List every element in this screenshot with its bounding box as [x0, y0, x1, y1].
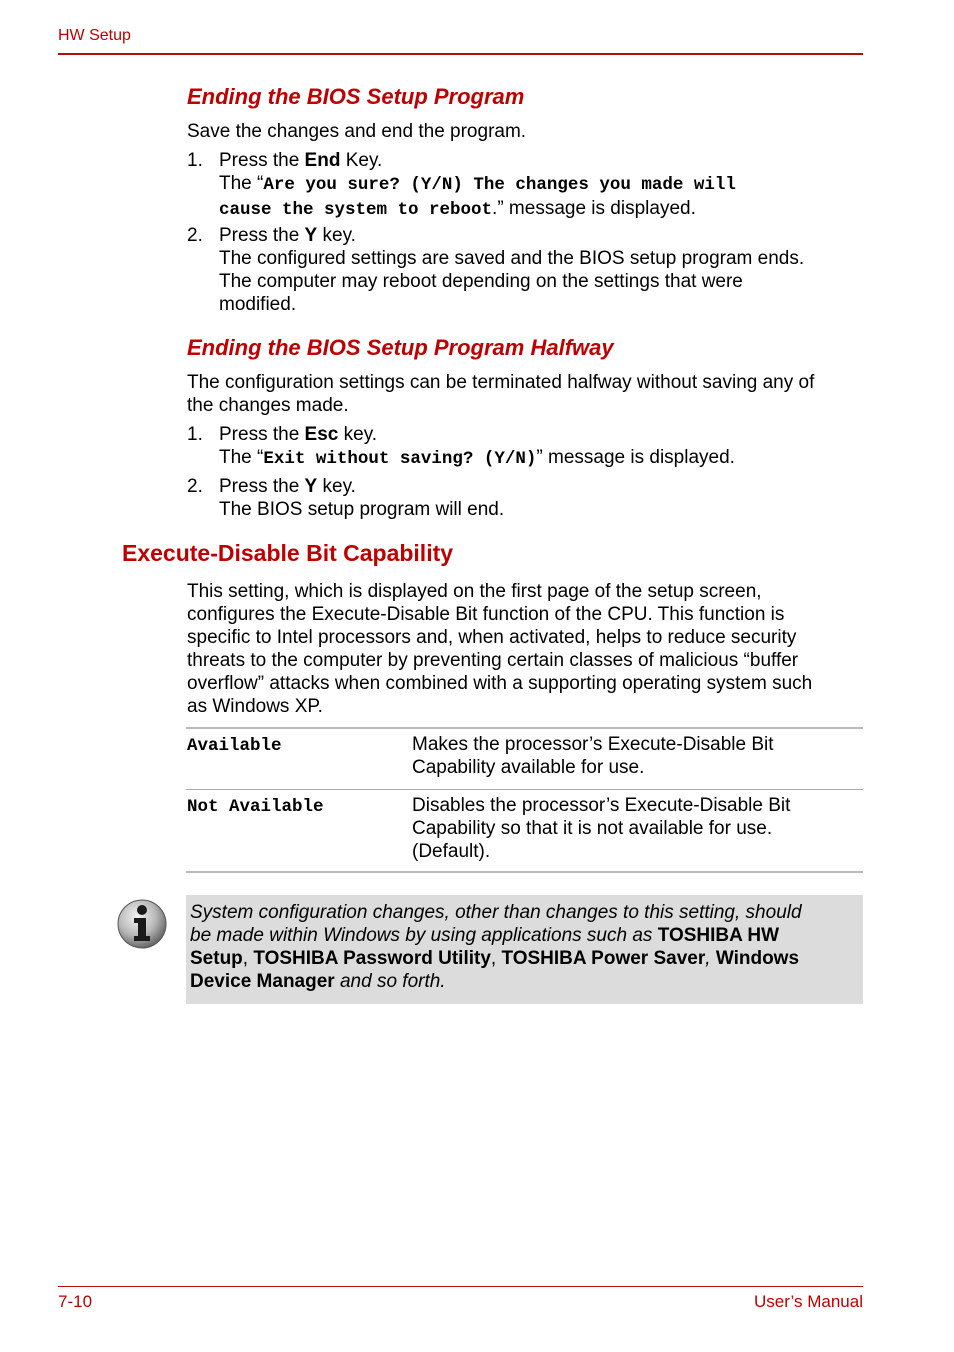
step-text: The computer may reboot depending on the settings that were — [219, 271, 743, 292]
step-text: The configured settings are saved and the BIOS setup program ends. — [219, 248, 805, 269]
key-name: Esc — [304, 424, 339, 445]
section2-step1 — [187, 423, 867, 471]
footer-rule — [58, 1286, 863, 1287]
key-name: Y — [304, 225, 318, 246]
paragraph-line: The configuration settings can be terminated halfway without saving any of — [187, 372, 815, 393]
table-description — [412, 733, 862, 779]
description-line: (Default). — [412, 841, 491, 862]
step-text: Press the — [219, 150, 305, 171]
header-rule — [58, 53, 863, 55]
paragraph-line: configures the Execute-Disable Bit function of the CPU. This function is — [187, 604, 785, 625]
paragraph-line: This setting, which is displayed on the first page of the setup screen, — [187, 581, 762, 602]
manual-title: User’s Manual — [754, 1292, 863, 1311]
paragraph-line: as Windows XP. — [187, 696, 323, 717]
step-text: The “ — [219, 173, 264, 194]
section1-step1 — [187, 149, 867, 222]
app-name: TOSHIBA HW — [657, 925, 780, 946]
separator: , — [242, 948, 254, 969]
section-heading-execute-disable: Execute-Disable Bit Capability — [122, 540, 454, 566]
app-name: Device Manager — [190, 971, 335, 992]
section1-step2 — [187, 224, 867, 316]
system-message: Exit without saving? (Y/N) — [263, 449, 537, 469]
key-name: Y — [304, 476, 318, 497]
running-header: HW Setup — [58, 27, 131, 44]
paragraph-line: the changes made. — [187, 395, 349, 416]
step-text: key. — [317, 225, 356, 246]
app-name: Setup — [190, 948, 243, 969]
info-icon — [116, 898, 168, 950]
step-text: Press the — [219, 424, 305, 445]
description-line: Capability so that it is not available for use. — [412, 818, 773, 839]
step-text: The “ — [219, 447, 264, 468]
table-description — [412, 794, 862, 863]
system-message: Are you sure? (Y/N) The changes you made will — [263, 175, 736, 195]
note-line: System configuration changes, other than changes to this setting, should — [190, 902, 802, 923]
note-line: be made within Windows by using applications such as — [190, 925, 658, 946]
paragraph-line: overflow” attacks when combined with a supporting operating system such — [187, 673, 813, 694]
description-line: Disables the processor’s Execute-Disable Bit — [412, 795, 791, 816]
separator: , — [705, 948, 716, 969]
step-text: modified. — [219, 294, 297, 315]
note-line: and so forth. — [334, 971, 446, 992]
step-number: 2. — [187, 225, 203, 246]
app-name: TOSHIBA Power Saver — [501, 948, 706, 969]
separator: , — [490, 948, 502, 969]
step-text: key. — [317, 476, 356, 497]
app-name: Windows — [715, 948, 800, 969]
step-text: .” message is displayed. — [492, 198, 696, 219]
section-heading-ending-halfway: Ending the BIOS Setup Program Halfway — [187, 335, 614, 360]
description-line: Capability available for use. — [412, 757, 645, 778]
table-top-rule — [186, 727, 863, 729]
paragraph-line: specific to Intel processors and, when activated, helps to reduce security — [187, 627, 797, 648]
note-text — [190, 901, 858, 993]
table-option: Not Available — [187, 797, 324, 817]
step-text: Key. — [340, 150, 383, 171]
system-message: cause the system to reboot — [219, 200, 493, 220]
table-option: Available — [187, 736, 282, 756]
step-number: 1. — [187, 150, 203, 171]
step-text: ” message is displayed. — [536, 447, 735, 468]
section2-intro — [187, 371, 867, 417]
step-text: The BIOS setup program will end. — [219, 499, 505, 520]
section3-paragraph — [187, 580, 867, 718]
page-number: 7-10 — [58, 1292, 93, 1311]
section2-step2 — [187, 475, 867, 521]
step-number: 2. — [187, 476, 203, 497]
key-name: End — [304, 150, 341, 171]
step-text: key. — [338, 424, 378, 445]
table-row-rule — [186, 789, 863, 790]
app-name: TOSHIBA Password Utility — [253, 948, 491, 969]
section1-intro: Save the changes and end the program. — [187, 121, 527, 142]
step-text: Press the — [219, 476, 305, 497]
section-heading-ending-bios: Ending the BIOS Setup Program — [187, 84, 525, 109]
step-text: Press the — [219, 225, 305, 246]
table-bottom-rule — [186, 871, 863, 873]
description-line: Makes the processor’s Execute-Disable Bit — [412, 734, 774, 755]
paragraph-line: threats to the computer by preventing certain classes of malicious “buffer — [187, 650, 799, 671]
step-number: 1. — [187, 424, 203, 445]
